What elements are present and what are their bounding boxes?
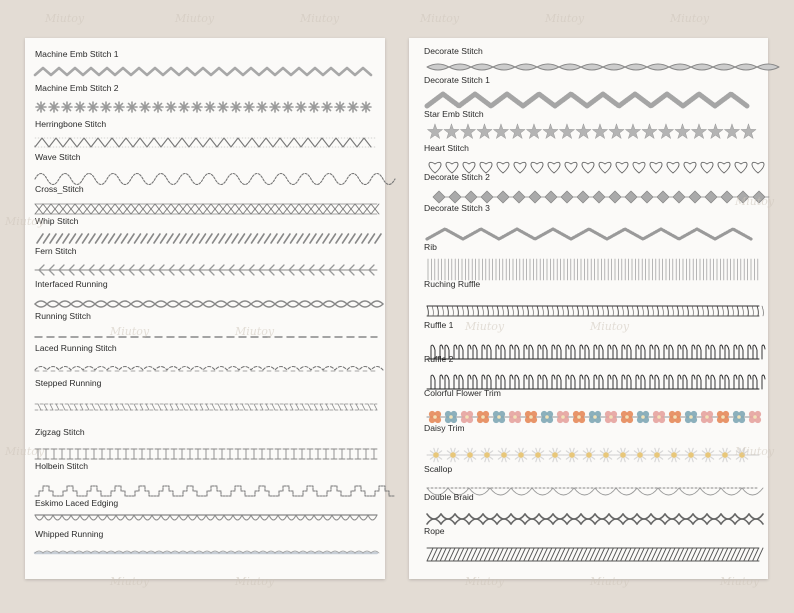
stitch-label: Machine Emb Stitch 2 [35, 83, 119, 93]
stitch-label: Decorate Stitch [424, 46, 483, 56]
stitch-sample-whip [35, 229, 377, 253]
watermark-text: Miutoy [235, 325, 275, 338]
stitch-sample-daisy [427, 443, 759, 467]
watermark-text: Miutoy [175, 12, 215, 25]
watermark-text: Miutoy [670, 12, 710, 25]
watermark-text: Miutoy [735, 195, 775, 208]
stitch-sample-rope [427, 543, 759, 567]
stitch-label: Whip Stitch [35, 216, 79, 226]
stitch-sample-ruching [427, 300, 759, 324]
watermark-text: Miutoy [465, 320, 505, 333]
stitch-label: Eskimo Laced Edging [35, 498, 119, 508]
stitch-label: Whipped Running [35, 529, 104, 539]
watermark-text: Miutoy [110, 325, 150, 338]
stitch-label: Colorful Flower Trim [424, 388, 501, 398]
stitch-label: Ruffle 1 [424, 320, 454, 330]
stitch-label: Running Stitch [35, 311, 91, 321]
stitch-label: Holbein Stitch [35, 461, 89, 471]
stitch-label: Star Emb Stitch [424, 109, 484, 119]
stitch-sample-stars [427, 122, 759, 146]
stitch-label: Scallop [424, 464, 453, 474]
watermark-text: Miutoy [545, 12, 585, 25]
stitch-label: Interfaced Running [35, 279, 108, 289]
stitch-label: Decorate Stitch 3 [424, 203, 490, 213]
stitch-sample-ruffle [427, 340, 759, 364]
stitch-label: Machine Emb Stitch 1 [35, 49, 119, 59]
watermark-text: Miutoy [720, 575, 760, 588]
watermark-text: Miutoy [5, 445, 45, 458]
stitch-sample-wave [35, 168, 377, 192]
watermark-text: Miutoy [590, 320, 630, 333]
right-stitch-page [409, 38, 768, 579]
stitch-sample-stepped [35, 395, 377, 419]
stitch-label: Ruching Ruffle [424, 279, 481, 289]
stitch-sample-decorate3 [427, 223, 759, 247]
stitch-label: Ruffle 2 [424, 354, 454, 364]
stitch-label: Wave Stitch [35, 152, 81, 162]
watermark-text: Miutoy [465, 575, 505, 588]
watermark-text: Miutoy [300, 12, 340, 25]
watermark-text: Miutoy [235, 575, 275, 588]
stitch-sample-cross [35, 199, 377, 223]
stitch-sample-flowers [427, 406, 759, 430]
stitch-label: Fern Stitch [35, 246, 77, 256]
watermark-text: Miutoy [735, 445, 775, 458]
stitch-sample-braid [427, 508, 759, 532]
stitch-label: Stepped Running [35, 378, 102, 388]
stitch-label: Daisy Trim [424, 423, 465, 433]
stitch-label: Decorate Stitch 1 [424, 75, 490, 85]
stitch-sample-herringbone [35, 133, 377, 157]
stitch-sample-whipped [35, 543, 377, 567]
stitch-label: Rope [424, 526, 445, 536]
watermark-text: Miutoy [5, 215, 45, 228]
watermark-text: Miutoy [420, 12, 460, 25]
stitch-label: Laced Running Stitch [35, 343, 117, 353]
stitch-label: Double Braid [424, 492, 474, 502]
stitch-label: Rib [424, 242, 437, 252]
watermark-text: Miutoy [45, 12, 85, 25]
stitch-label: Zigzag Stitch [35, 427, 85, 437]
stitch-sample-asterisk [35, 97, 377, 121]
stitch-label: Heart Stitch [424, 143, 469, 153]
watermark-text: Miutoy [110, 575, 150, 588]
left-stitch-page [25, 38, 385, 579]
watermark-text: Miutoy [590, 575, 630, 588]
stitch-label: Decorate Stitch 2 [424, 172, 490, 182]
stitch-sample-scallop [427, 480, 759, 504]
stitch-label: Cross_Stitch [35, 184, 84, 194]
stitch-label: Herringbone Stitch [35, 119, 107, 129]
